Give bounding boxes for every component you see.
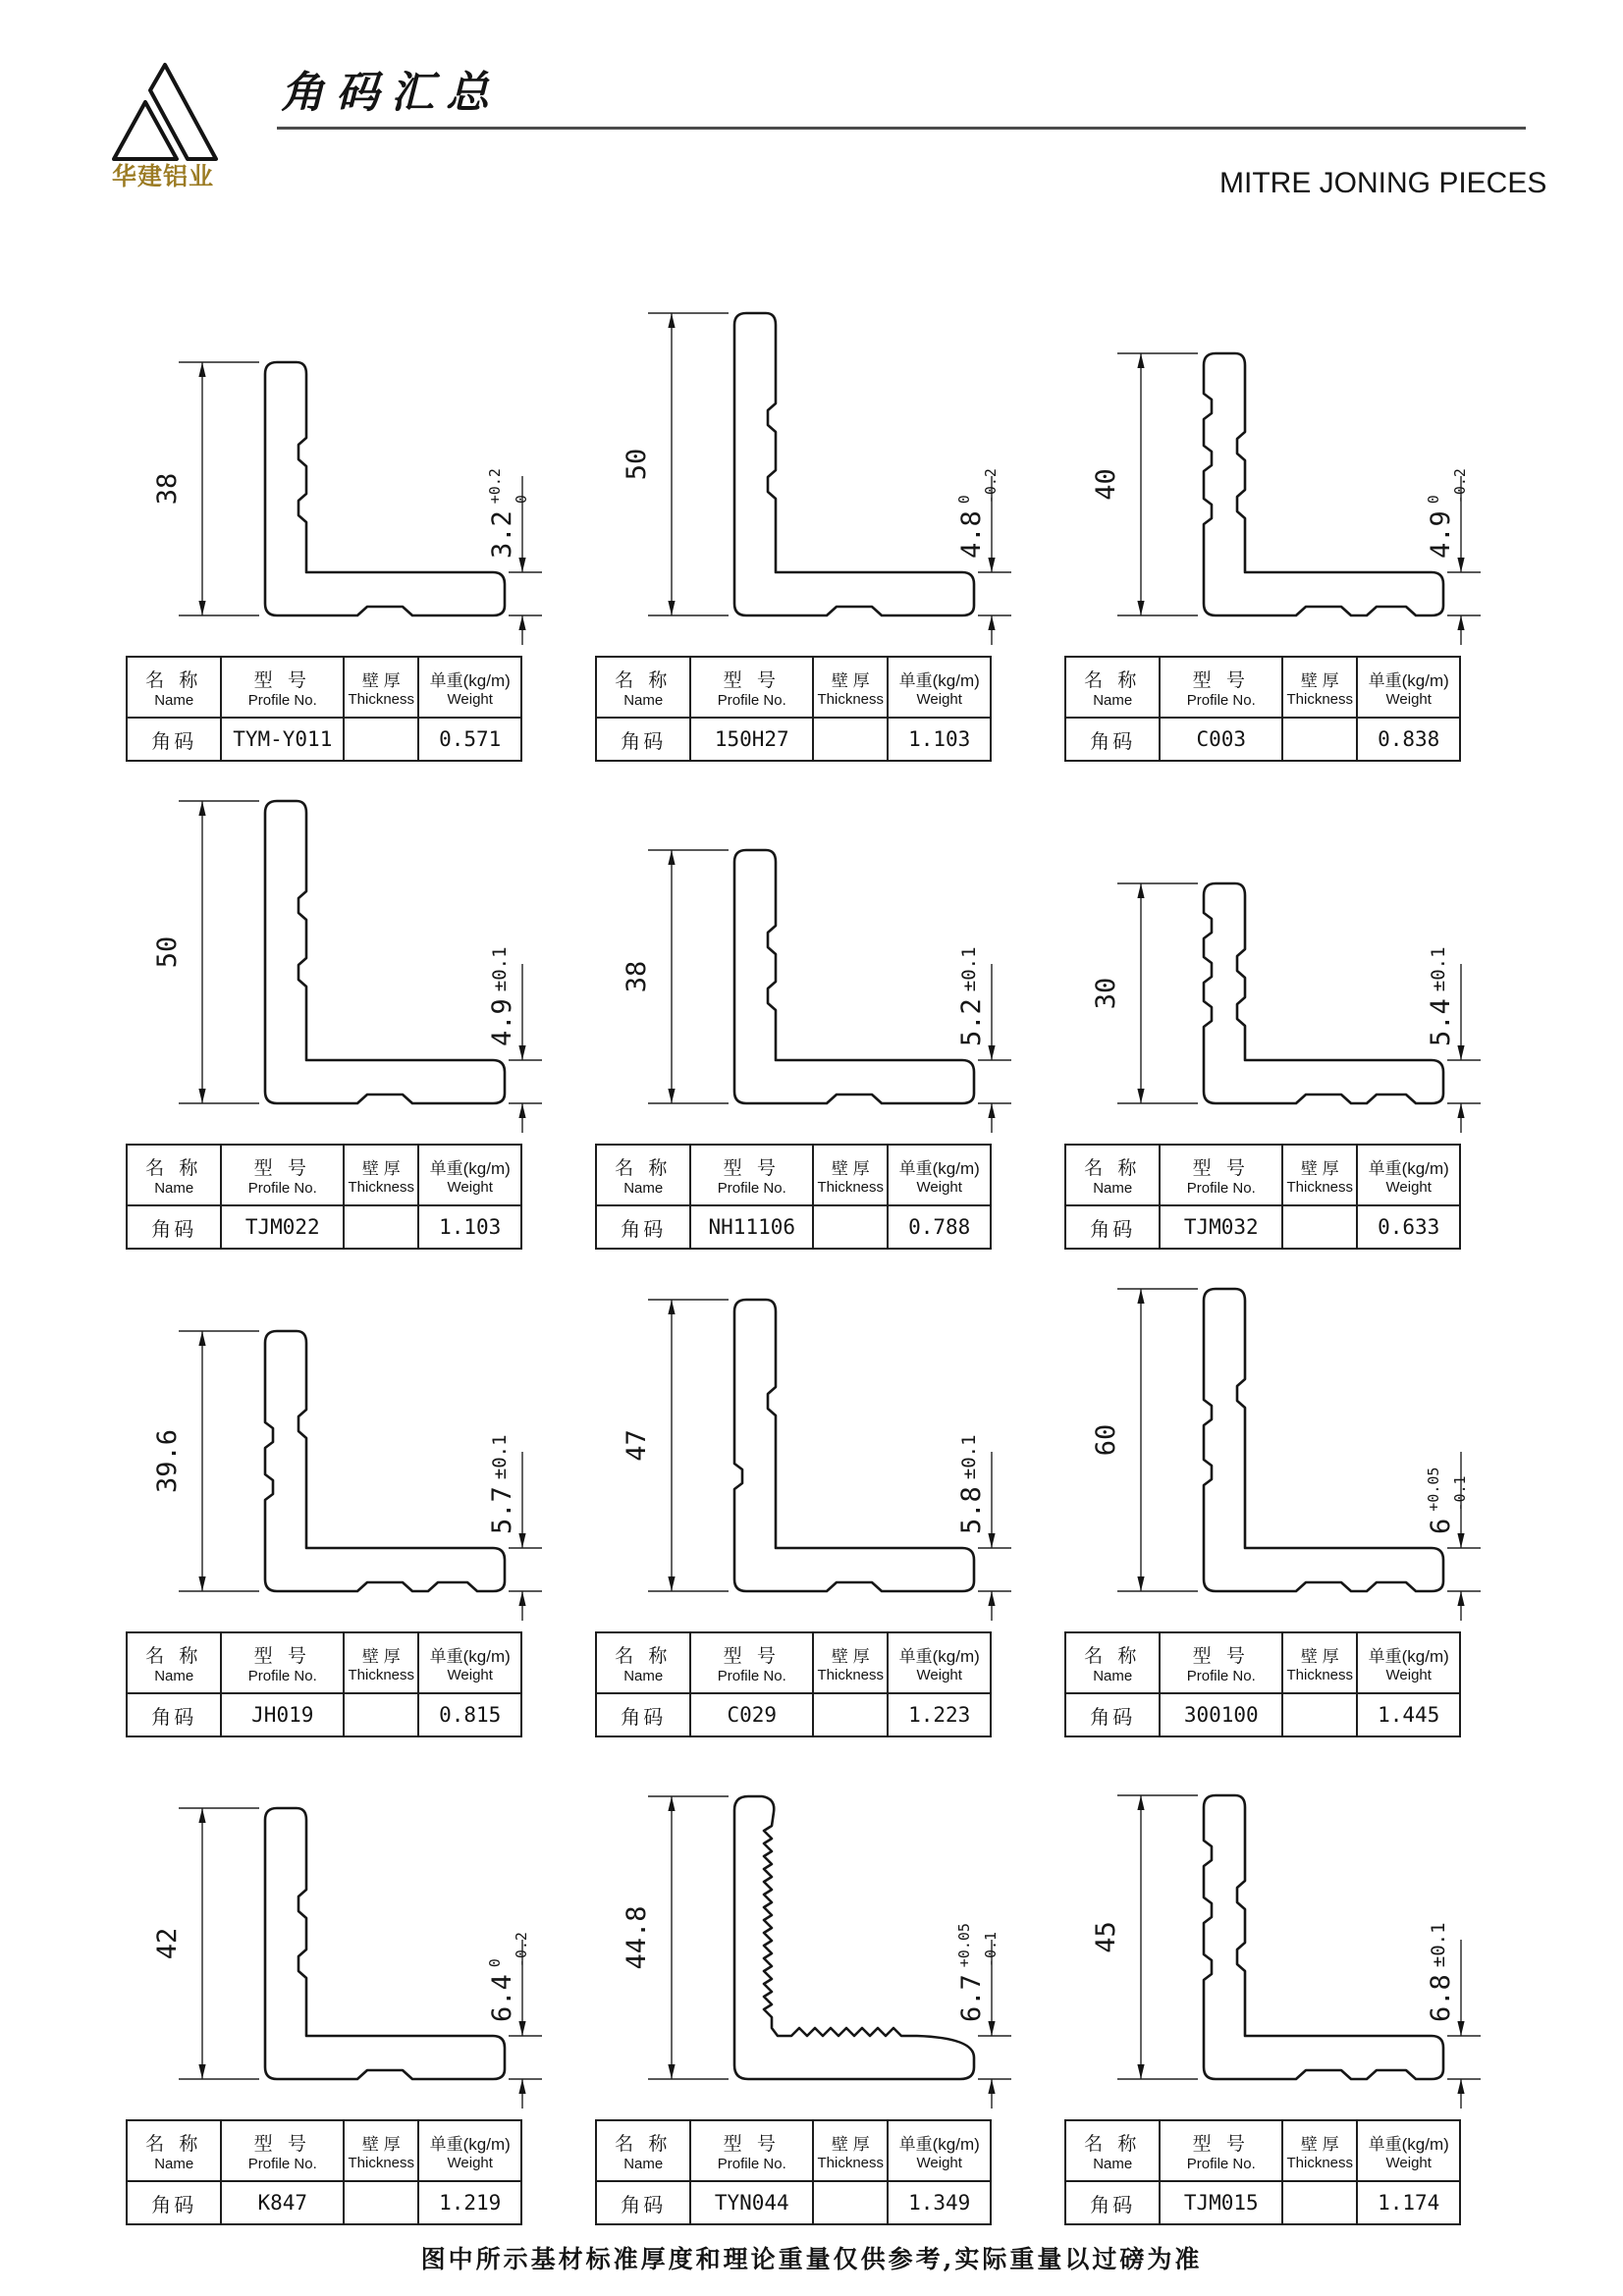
profile-drawing bbox=[585, 774, 1029, 1144]
height-dimension-label: 38 bbox=[622, 960, 652, 993]
header-weight: 单重(kg/m) Weight bbox=[418, 657, 521, 718]
value-thickness bbox=[344, 2181, 418, 2224]
thickness-tolerance-lower: -0.1 bbox=[982, 1931, 1000, 1968]
header-profile-no: 型 号 Profile No. bbox=[1160, 657, 1282, 718]
value-profile-no: 150H27 bbox=[690, 718, 813, 761]
value-weight: 0.788 bbox=[888, 1205, 991, 1249]
header-profile-no: 型 号 Profile No. bbox=[690, 1632, 813, 1693]
value-thickness bbox=[344, 718, 418, 761]
profile-drawing bbox=[116, 774, 560, 1144]
spec-table-value-row bbox=[1065, 1693, 1460, 1736]
value-profile-no: JH019 bbox=[221, 1693, 344, 1736]
svg-text:5.4±0.1 bbox=[1426, 946, 1456, 1046]
profile-drawing bbox=[585, 287, 1029, 656]
value-weight: 1.223 bbox=[888, 1693, 991, 1736]
header-profile-no: 型 号 Profile No. bbox=[221, 1632, 344, 1693]
spec-table-header-row bbox=[596, 657, 991, 718]
spec-table-header-row bbox=[1065, 1632, 1460, 1693]
thickness-dimension-label bbox=[955, 1923, 1000, 2022]
thickness-value: 6 bbox=[1426, 1518, 1456, 1534]
spec-table-header-row bbox=[596, 2120, 991, 2181]
thickness-value: 4.9 bbox=[1426, 510, 1456, 559]
value-profile-no: TYM-Y011 bbox=[221, 718, 344, 761]
profile-drawing bbox=[1055, 287, 1498, 656]
header-thickness: 壁 厚 Thickness bbox=[344, 1145, 418, 1205]
profile-cell bbox=[1055, 1262, 1524, 1750]
spec-table bbox=[595, 1144, 992, 1250]
header-profile-no: 型 号 Profile No. bbox=[221, 2120, 344, 2181]
spec-table bbox=[595, 2119, 992, 2225]
header-weight: 单重(kg/m) Weight bbox=[1357, 1145, 1460, 1205]
spec-table-header-row bbox=[1065, 2120, 1460, 2181]
value-weight: 0.838 bbox=[1357, 718, 1460, 761]
thickness-tolerance: ±0.1 bbox=[958, 1434, 980, 1480]
value-profile-no: C029 bbox=[690, 1693, 813, 1736]
value-thickness bbox=[344, 1693, 418, 1736]
thickness-dimension-label bbox=[956, 1434, 987, 1534]
profile-outline bbox=[734, 1796, 974, 2079]
profile-cell bbox=[585, 774, 1055, 1262]
value-weight: 0.815 bbox=[418, 1693, 521, 1736]
profile-outline bbox=[1204, 1289, 1443, 1591]
thickness-dimension-label bbox=[955, 468, 1000, 559]
page-title: 角码汇总 bbox=[281, 68, 501, 118]
profile-cell bbox=[116, 1262, 585, 1750]
value-thickness bbox=[1282, 1693, 1357, 1736]
svg-text:5.8±0.1 bbox=[956, 1434, 987, 1534]
header-thickness: 壁 厚 Thickness bbox=[344, 2120, 418, 2181]
value-profile-no: TJM015 bbox=[1160, 2181, 1282, 2224]
spec-table-value-row bbox=[1065, 2181, 1460, 2224]
header-profile-no: 型 号 Profile No. bbox=[690, 657, 813, 718]
height-dimension-label: 42 bbox=[152, 1927, 183, 1960]
thickness-dimension-label bbox=[486, 468, 530, 559]
profiles-grid bbox=[116, 287, 1524, 2238]
thickness-dimension-label bbox=[487, 1434, 517, 1534]
profile-outline bbox=[265, 1808, 505, 2079]
value-thickness bbox=[1282, 718, 1357, 761]
spec-table bbox=[1064, 656, 1461, 762]
value-name: 角码 bbox=[127, 2181, 221, 2224]
height-dimension-label: 47 bbox=[622, 1429, 652, 1462]
dimension-lines bbox=[179, 801, 542, 1133]
spec-table-header-row bbox=[127, 1632, 521, 1693]
dimension-lines bbox=[648, 313, 1011, 645]
spec-table bbox=[595, 656, 992, 762]
thickness-tolerance: ±0.1 bbox=[489, 1434, 511, 1480]
profile-outline bbox=[1204, 883, 1443, 1103]
thickness-tolerance-upper: 0 bbox=[955, 495, 973, 505]
spec-table bbox=[1064, 1144, 1461, 1250]
profile-outline bbox=[734, 313, 974, 615]
thickness-dimension-label bbox=[487, 946, 517, 1046]
spec-table-header-row bbox=[127, 657, 521, 718]
thickness-tolerance-lower: 0 bbox=[513, 495, 530, 505]
profile-drawing bbox=[116, 287, 560, 656]
thickness-dimension-label bbox=[1425, 468, 1469, 559]
thickness-dimension-label bbox=[486, 1932, 530, 2022]
thickness-value: 5.2 bbox=[956, 998, 987, 1046]
header-name: 名 称 Name bbox=[1065, 657, 1160, 718]
profile-outline bbox=[734, 850, 974, 1103]
spec-table bbox=[595, 1631, 992, 1737]
header-name: 名 称 Name bbox=[1065, 2120, 1160, 2181]
dimension-lines bbox=[179, 1808, 542, 2109]
value-thickness bbox=[813, 718, 888, 761]
profile-drawing bbox=[1055, 1750, 1498, 2119]
thickness-tolerance: ±0.1 bbox=[1428, 1922, 1449, 1968]
profile-outline bbox=[1204, 353, 1443, 615]
spec-table-value-row bbox=[596, 2181, 991, 2224]
spec-table-header-row bbox=[596, 1632, 991, 1693]
header-rule bbox=[277, 127, 1526, 130]
thickness-tolerance: ±0.1 bbox=[958, 946, 980, 992]
value-name: 角码 bbox=[1065, 718, 1160, 761]
spec-table-header-row bbox=[127, 1145, 521, 1205]
value-thickness bbox=[1282, 1205, 1357, 1249]
spec-table-value-row bbox=[596, 718, 991, 761]
thickness-tolerance-upper: +0.2 bbox=[486, 468, 504, 505]
header-name: 名 称 Name bbox=[127, 1632, 221, 1693]
header-profile-no: 型 号 Profile No. bbox=[1160, 1632, 1282, 1693]
profile-drawing bbox=[1055, 1262, 1498, 1631]
header-weight: 单重(kg/m) Weight bbox=[888, 1632, 991, 1693]
header-weight: 单重(kg/m) Weight bbox=[1357, 1632, 1460, 1693]
value-weight: 0.571 bbox=[418, 718, 521, 761]
value-name: 角码 bbox=[1065, 1693, 1160, 1736]
svg-text:5.7±0.1 bbox=[487, 1434, 517, 1534]
height-dimension-label: 40 bbox=[1091, 468, 1121, 501]
value-profile-no: TYN044 bbox=[690, 2181, 813, 2224]
height-dimension-label: 50 bbox=[152, 935, 183, 969]
value-profile-no: 300100 bbox=[1160, 1693, 1282, 1736]
spec-table-header-row bbox=[1065, 1145, 1460, 1205]
value-weight: 1.219 bbox=[418, 2181, 521, 2224]
header-weight: 单重(kg/m) Weight bbox=[1357, 2120, 1460, 2181]
height-dimension-label: 44.8 bbox=[622, 1905, 652, 1970]
value-weight: 1.349 bbox=[888, 2181, 991, 2224]
profile-cell bbox=[1055, 1750, 1524, 2238]
profile-outline bbox=[734, 1300, 974, 1591]
value-thickness bbox=[813, 1693, 888, 1736]
value-profile-no: K847 bbox=[221, 2181, 344, 2224]
header-weight: 单重(kg/m) Weight bbox=[888, 2120, 991, 2181]
height-dimension-label: 50 bbox=[622, 448, 652, 481]
svg-text:6.40-0.2 bbox=[486, 1932, 530, 2022]
thickness-value: 6.8 bbox=[1426, 1974, 1456, 2022]
header-weight: 单重(kg/m) Weight bbox=[888, 1145, 991, 1205]
thickness-value: 6.4 bbox=[487, 1974, 517, 2022]
header-name: 名 称 Name bbox=[127, 657, 221, 718]
header-thickness: 壁 厚 Thickness bbox=[813, 2120, 888, 2181]
spec-table-header-row bbox=[1065, 657, 1460, 718]
svg-text:5.2±0.1 bbox=[956, 946, 987, 1046]
profile-cell bbox=[116, 1750, 585, 2238]
spec-table bbox=[126, 2119, 522, 2225]
value-weight: 1.174 bbox=[1357, 2181, 1460, 2224]
company-logo-text: 华建铝业 bbox=[111, 162, 215, 190]
value-profile-no: NH11106 bbox=[690, 1205, 813, 1249]
company-logo-mark bbox=[114, 65, 216, 159]
svg-text:3.2+0.20 bbox=[486, 468, 530, 559]
spec-table bbox=[1064, 1631, 1461, 1737]
spec-table-value-row bbox=[127, 2181, 521, 2224]
dimension-lines bbox=[648, 1300, 1011, 1621]
header-name: 名 称 Name bbox=[1065, 1632, 1160, 1693]
header-thickness: 壁 厚 Thickness bbox=[1282, 1145, 1357, 1205]
spec-table-header-row bbox=[596, 1145, 991, 1205]
spec-table-value-row bbox=[127, 1693, 521, 1736]
profile-cell bbox=[585, 1262, 1055, 1750]
profile-drawing bbox=[585, 1262, 1029, 1631]
header-profile-no: 型 号 Profile No. bbox=[221, 657, 344, 718]
header-name: 名 称 Name bbox=[596, 2120, 690, 2181]
header-thickness: 壁 厚 Thickness bbox=[344, 1632, 418, 1693]
value-thickness bbox=[1282, 2181, 1357, 2224]
svg-text:4.90-0.2 bbox=[1425, 468, 1469, 559]
header-thickness: 壁 厚 Thickness bbox=[344, 657, 418, 718]
dimension-lines bbox=[1117, 1289, 1481, 1621]
header-profile-no: 型 号 Profile No. bbox=[1160, 2120, 1282, 2181]
height-dimension-label: 38 bbox=[152, 472, 183, 506]
header-weight: 单重(kg/m) Weight bbox=[418, 1632, 521, 1693]
profile-cell bbox=[116, 287, 585, 774]
value-weight: 1.103 bbox=[888, 718, 991, 761]
value-name: 角码 bbox=[596, 1205, 690, 1249]
value-name: 角码 bbox=[596, 718, 690, 761]
value-profile-no: TJM022 bbox=[221, 1205, 344, 1249]
footer-note: 图中所示基材标准厚度和理论重量仅供参考,实际重量以过磅为准 bbox=[420, 2245, 1203, 2273]
value-thickness bbox=[813, 2181, 888, 2224]
spec-table-header-row bbox=[127, 2120, 521, 2181]
value-profile-no: C003 bbox=[1160, 718, 1282, 761]
dimension-lines bbox=[648, 850, 1011, 1133]
thickness-value: 4.9 bbox=[487, 998, 517, 1046]
header-thickness: 壁 厚 Thickness bbox=[1282, 657, 1357, 718]
header-profile-no: 型 号 Profile No. bbox=[690, 2120, 813, 2181]
header-profile-no: 型 号 Profile No. bbox=[221, 1145, 344, 1205]
profile-cell bbox=[1055, 287, 1524, 774]
header-name: 名 称 Name bbox=[1065, 1145, 1160, 1205]
thickness-dimension-label bbox=[956, 946, 987, 1046]
spec-table-value-row bbox=[1065, 718, 1460, 761]
thickness-value: 5.4 bbox=[1426, 998, 1456, 1046]
thickness-value: 5.8 bbox=[956, 1486, 987, 1534]
profile-cell bbox=[585, 1750, 1055, 2238]
profile-cell bbox=[585, 287, 1055, 774]
value-name: 角码 bbox=[127, 718, 221, 761]
svg-text:4.80-0.2 bbox=[955, 468, 1000, 559]
header-name: 名 称 Name bbox=[127, 1145, 221, 1205]
thickness-tolerance: ±0.1 bbox=[489, 946, 511, 992]
header-weight: 单重(kg/m) Weight bbox=[1357, 657, 1460, 718]
value-weight: 0.633 bbox=[1357, 1205, 1460, 1249]
thickness-tolerance-lower: -0.1 bbox=[1451, 1475, 1469, 1512]
header-thickness: 壁 厚 Thickness bbox=[813, 657, 888, 718]
page-subtitle: MITRE JONING PIECES bbox=[1219, 167, 1547, 199]
profile-drawing bbox=[116, 1262, 560, 1631]
value-name: 角码 bbox=[1065, 2181, 1160, 2224]
thickness-value: 6.7 bbox=[956, 1974, 987, 2022]
thickness-tolerance: ±0.1 bbox=[1428, 946, 1449, 992]
spec-table bbox=[126, 1631, 522, 1737]
value-name: 角码 bbox=[1065, 1205, 1160, 1249]
thickness-value: 5.7 bbox=[487, 1486, 517, 1534]
value-thickness bbox=[813, 1205, 888, 1249]
value-weight: 1.445 bbox=[1357, 1693, 1460, 1736]
height-dimension-label: 45 bbox=[1091, 1921, 1121, 1953]
header-name: 名 称 Name bbox=[596, 1632, 690, 1693]
thickness-dimension-label bbox=[1426, 946, 1456, 1046]
header-weight: 单重(kg/m) Weight bbox=[418, 2120, 521, 2181]
value-weight: 1.103 bbox=[418, 1205, 521, 1249]
spec-table-value-row bbox=[596, 1205, 991, 1249]
profile-drawing bbox=[116, 1750, 560, 2119]
profile-outline bbox=[265, 1331, 505, 1591]
header-thickness: 壁 厚 Thickness bbox=[1282, 2120, 1357, 2181]
value-profile-no: TJM032 bbox=[1160, 1205, 1282, 1249]
profile-outline bbox=[265, 801, 505, 1103]
profile-outline bbox=[1204, 1795, 1443, 2079]
height-dimension-label: 39.6 bbox=[152, 1428, 183, 1494]
spec-table bbox=[126, 656, 522, 762]
company-logo bbox=[88, 57, 238, 192]
svg-text:6.7+0.05-0.1 bbox=[955, 1923, 1000, 2022]
header-name: 名 称 Name bbox=[596, 1145, 690, 1205]
spec-table-value-row bbox=[127, 718, 521, 761]
thickness-tolerance-lower: -0.2 bbox=[982, 468, 1000, 505]
value-thickness bbox=[344, 1205, 418, 1249]
profile-cell bbox=[116, 774, 585, 1262]
spec-table bbox=[126, 1144, 522, 1250]
profile-drawing bbox=[1055, 774, 1498, 1144]
value-name: 角码 bbox=[127, 1693, 221, 1736]
thickness-tolerance-upper: 0 bbox=[1425, 495, 1442, 505]
spec-table bbox=[1064, 2119, 1461, 2225]
spec-table-value-row bbox=[127, 1205, 521, 1249]
dimension-lines bbox=[1117, 1795, 1481, 2109]
spec-table-value-row bbox=[596, 1693, 991, 1736]
thickness-value: 3.2 bbox=[487, 510, 517, 559]
header-weight: 单重(kg/m) Weight bbox=[888, 657, 991, 718]
header-profile-no: 型 号 Profile No. bbox=[690, 1145, 813, 1205]
header-thickness: 壁 厚 Thickness bbox=[1282, 1632, 1357, 1693]
thickness-tolerance-upper: +0.05 bbox=[955, 1923, 973, 1968]
thickness-tolerance-upper: 0 bbox=[486, 1958, 504, 1968]
profile-cell bbox=[1055, 774, 1524, 1262]
svg-text:4.9±0.1 bbox=[487, 946, 517, 1046]
value-name: 角码 bbox=[596, 2181, 690, 2224]
svg-text:6.8±0.1 bbox=[1426, 1922, 1456, 2022]
profile-drawing bbox=[585, 1750, 1029, 2119]
spec-table-value-row bbox=[1065, 1205, 1460, 1249]
header-thickness: 壁 厚 Thickness bbox=[813, 1145, 888, 1205]
value-name: 角码 bbox=[596, 1693, 690, 1736]
thickness-tolerance-lower: -0.2 bbox=[513, 1932, 530, 1968]
thickness-tolerance-upper: +0.05 bbox=[1425, 1467, 1442, 1512]
header-name: 名 称 Name bbox=[596, 657, 690, 718]
profile-outline bbox=[265, 362, 505, 615]
thickness-tolerance-lower: -0.2 bbox=[1451, 468, 1469, 505]
height-dimension-label: 30 bbox=[1091, 977, 1121, 1010]
height-dimension-label: 60 bbox=[1091, 1423, 1121, 1457]
value-name: 角码 bbox=[127, 1205, 221, 1249]
thickness-value: 4.8 bbox=[956, 510, 987, 559]
thickness-dimension-label bbox=[1425, 1468, 1469, 1534]
header-weight: 单重(kg/m) Weight bbox=[418, 1145, 521, 1205]
header-profile-no: 型 号 Profile No. bbox=[1160, 1145, 1282, 1205]
thickness-dimension-label bbox=[1426, 1922, 1456, 2022]
header-thickness: 壁 厚 Thickness bbox=[813, 1632, 888, 1693]
header-name: 名 称 Name bbox=[127, 2120, 221, 2181]
svg-text:6+0.05-0.1 bbox=[1425, 1468, 1469, 1534]
dimension-lines bbox=[179, 1331, 542, 1621]
